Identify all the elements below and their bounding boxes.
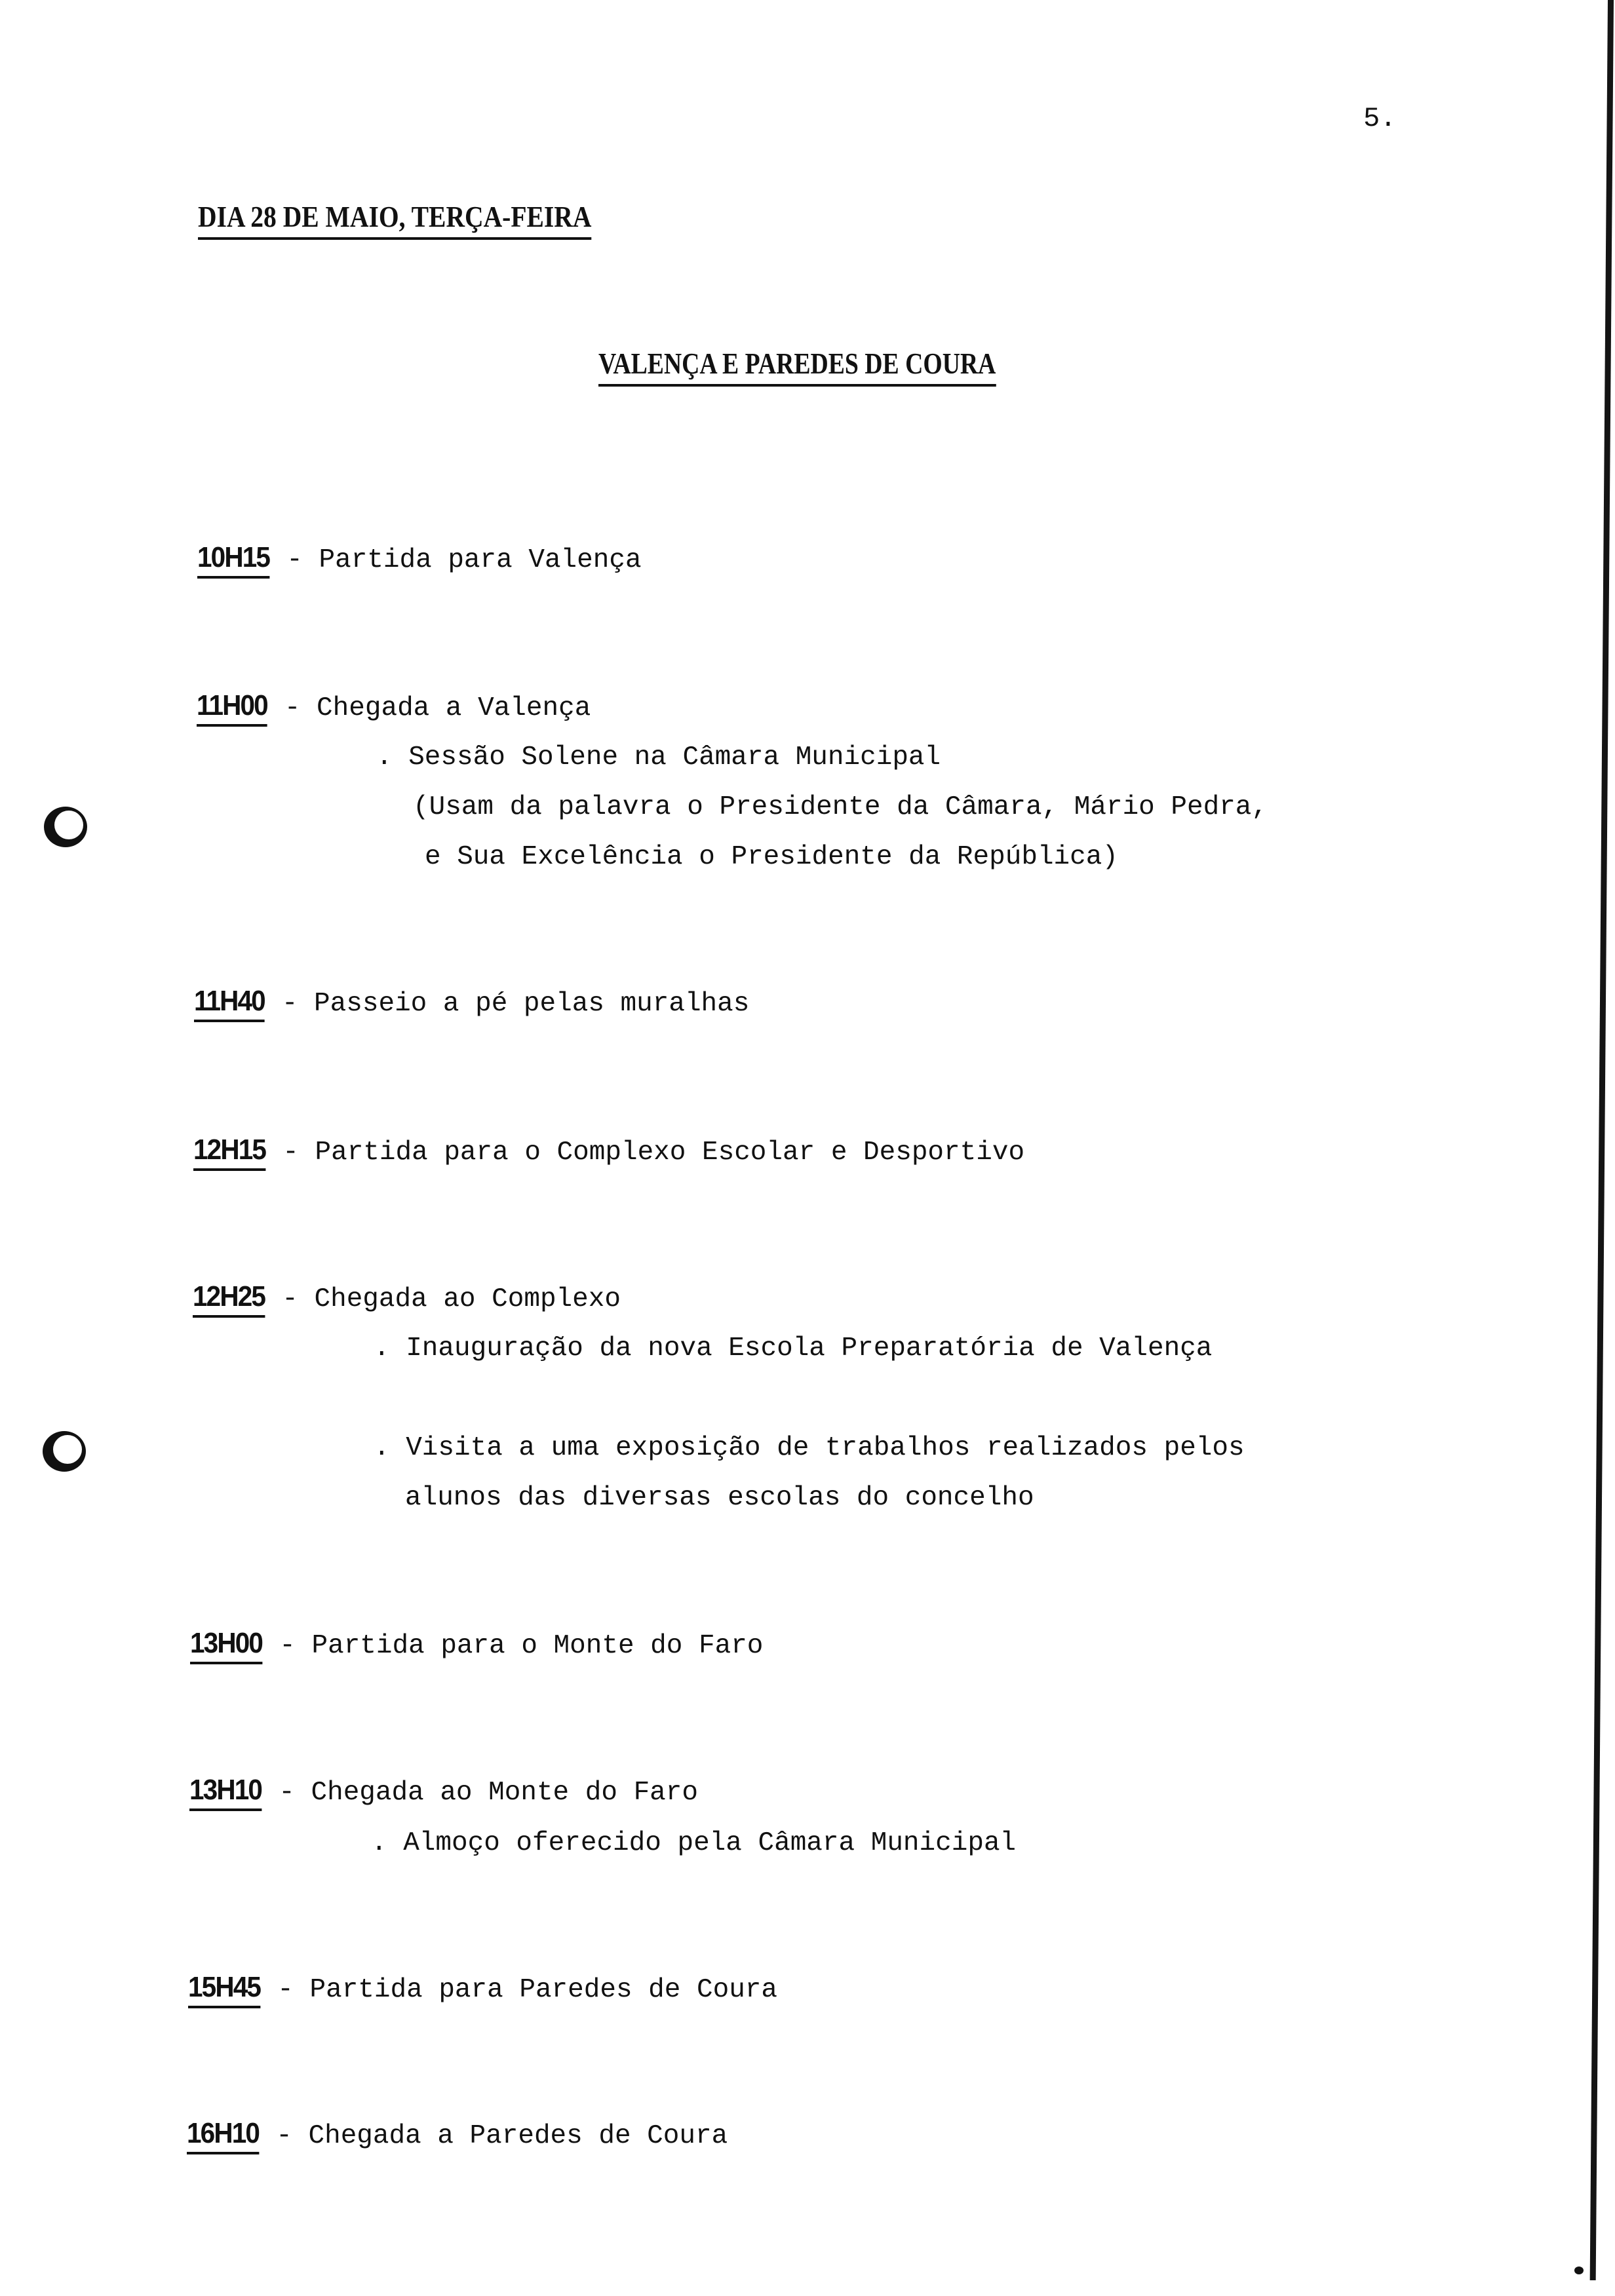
scan-dot-mark — [1574, 2267, 1584, 2274]
entry-time: 11H40 — [194, 987, 265, 1022]
entry-separator: - — [260, 2121, 309, 2151]
entry-description: Chegada ao Monte do Faro — [311, 1778, 698, 1808]
entry-time: 16H10 — [187, 2119, 259, 2154]
schedule-entry — [197, 543, 642, 579]
entry-time: 12H15 — [193, 1136, 265, 1171]
entry-separator: - — [265, 989, 315, 1019]
section-title: VALENÇA E PAREDES DE COURA — [598, 349, 996, 387]
entry-description: Partida para Valença — [319, 545, 642, 575]
entry-time: 11H00 — [197, 691, 267, 727]
entry-time: 13H10 — [189, 1776, 262, 1811]
day-heading: DIA 28 DE MAIO, TERÇA-FEIRA — [198, 202, 591, 240]
punch-hole-icon — [44, 807, 87, 847]
schedule-entry — [197, 691, 591, 727]
entry-description: Chegada a Valença — [317, 693, 591, 723]
entry-detail: e Sua Excelência o Presidente da República) — [425, 842, 1118, 872]
schedule-entry — [194, 987, 749, 1022]
entry-description: Partida para o Monte do Faro — [311, 1631, 764, 1661]
entry-separator: - — [263, 1631, 312, 1661]
entry-time: 15H45 — [188, 1973, 260, 2008]
entry-description: Chegada ao Complexo — [314, 1284, 621, 1314]
entry-detail: . Visita a uma exposição de trabalhos realizados pelos — [374, 1433, 1245, 1463]
entry-description: Partida para o Complexo Escolar e Desportivo — [315, 1138, 1025, 1168]
schedule-entry — [190, 1629, 763, 1664]
entry-time: 12H25 — [193, 1282, 265, 1318]
entry-separator: - — [265, 1284, 315, 1314]
page-number: 5. — [1363, 103, 1397, 134]
entry-description: Chegada a Paredes de Coura — [308, 2121, 728, 2151]
entry-description: Partida para Paredes de Coura — [309, 1975, 778, 2005]
entry-detail: . Almoço oferecido pela Câmara Municipal — [371, 1828, 1017, 1858]
schedule-entry — [188, 1973, 777, 2008]
entry-time: 10H15 — [197, 543, 269, 579]
entry-time: 13H00 — [190, 1629, 262, 1664]
entry-separator: - — [266, 1138, 315, 1168]
schedule-entry — [187, 2119, 728, 2154]
punch-hole-icon — [43, 1431, 86, 1472]
schedule-entry — [189, 1776, 698, 1811]
schedule-entry — [193, 1282, 621, 1318]
entry-detail: . Inauguração da nova Escola Preparatória de Valença — [374, 1333, 1213, 1364]
entry-detail: . Sessão Solene na Câmara Municipal — [376, 742, 941, 773]
scan-edge-shadow — [1590, 0, 1614, 2280]
entry-detail: (Usam da palavra o Presidente da Câmara, Mário Pedra, — [413, 792, 1268, 822]
entry-separator: - — [262, 1778, 311, 1808]
entry-description: Passeio a pé pelas muralhas — [314, 989, 750, 1019]
schedule-entry — [193, 1136, 1024, 1171]
entry-separator: - — [270, 545, 319, 575]
entry-separator: - — [268, 693, 317, 723]
entry-separator: - — [261, 1975, 310, 2005]
entry-detail: alunos das diversas escolas do concelho — [405, 1483, 1034, 1513]
